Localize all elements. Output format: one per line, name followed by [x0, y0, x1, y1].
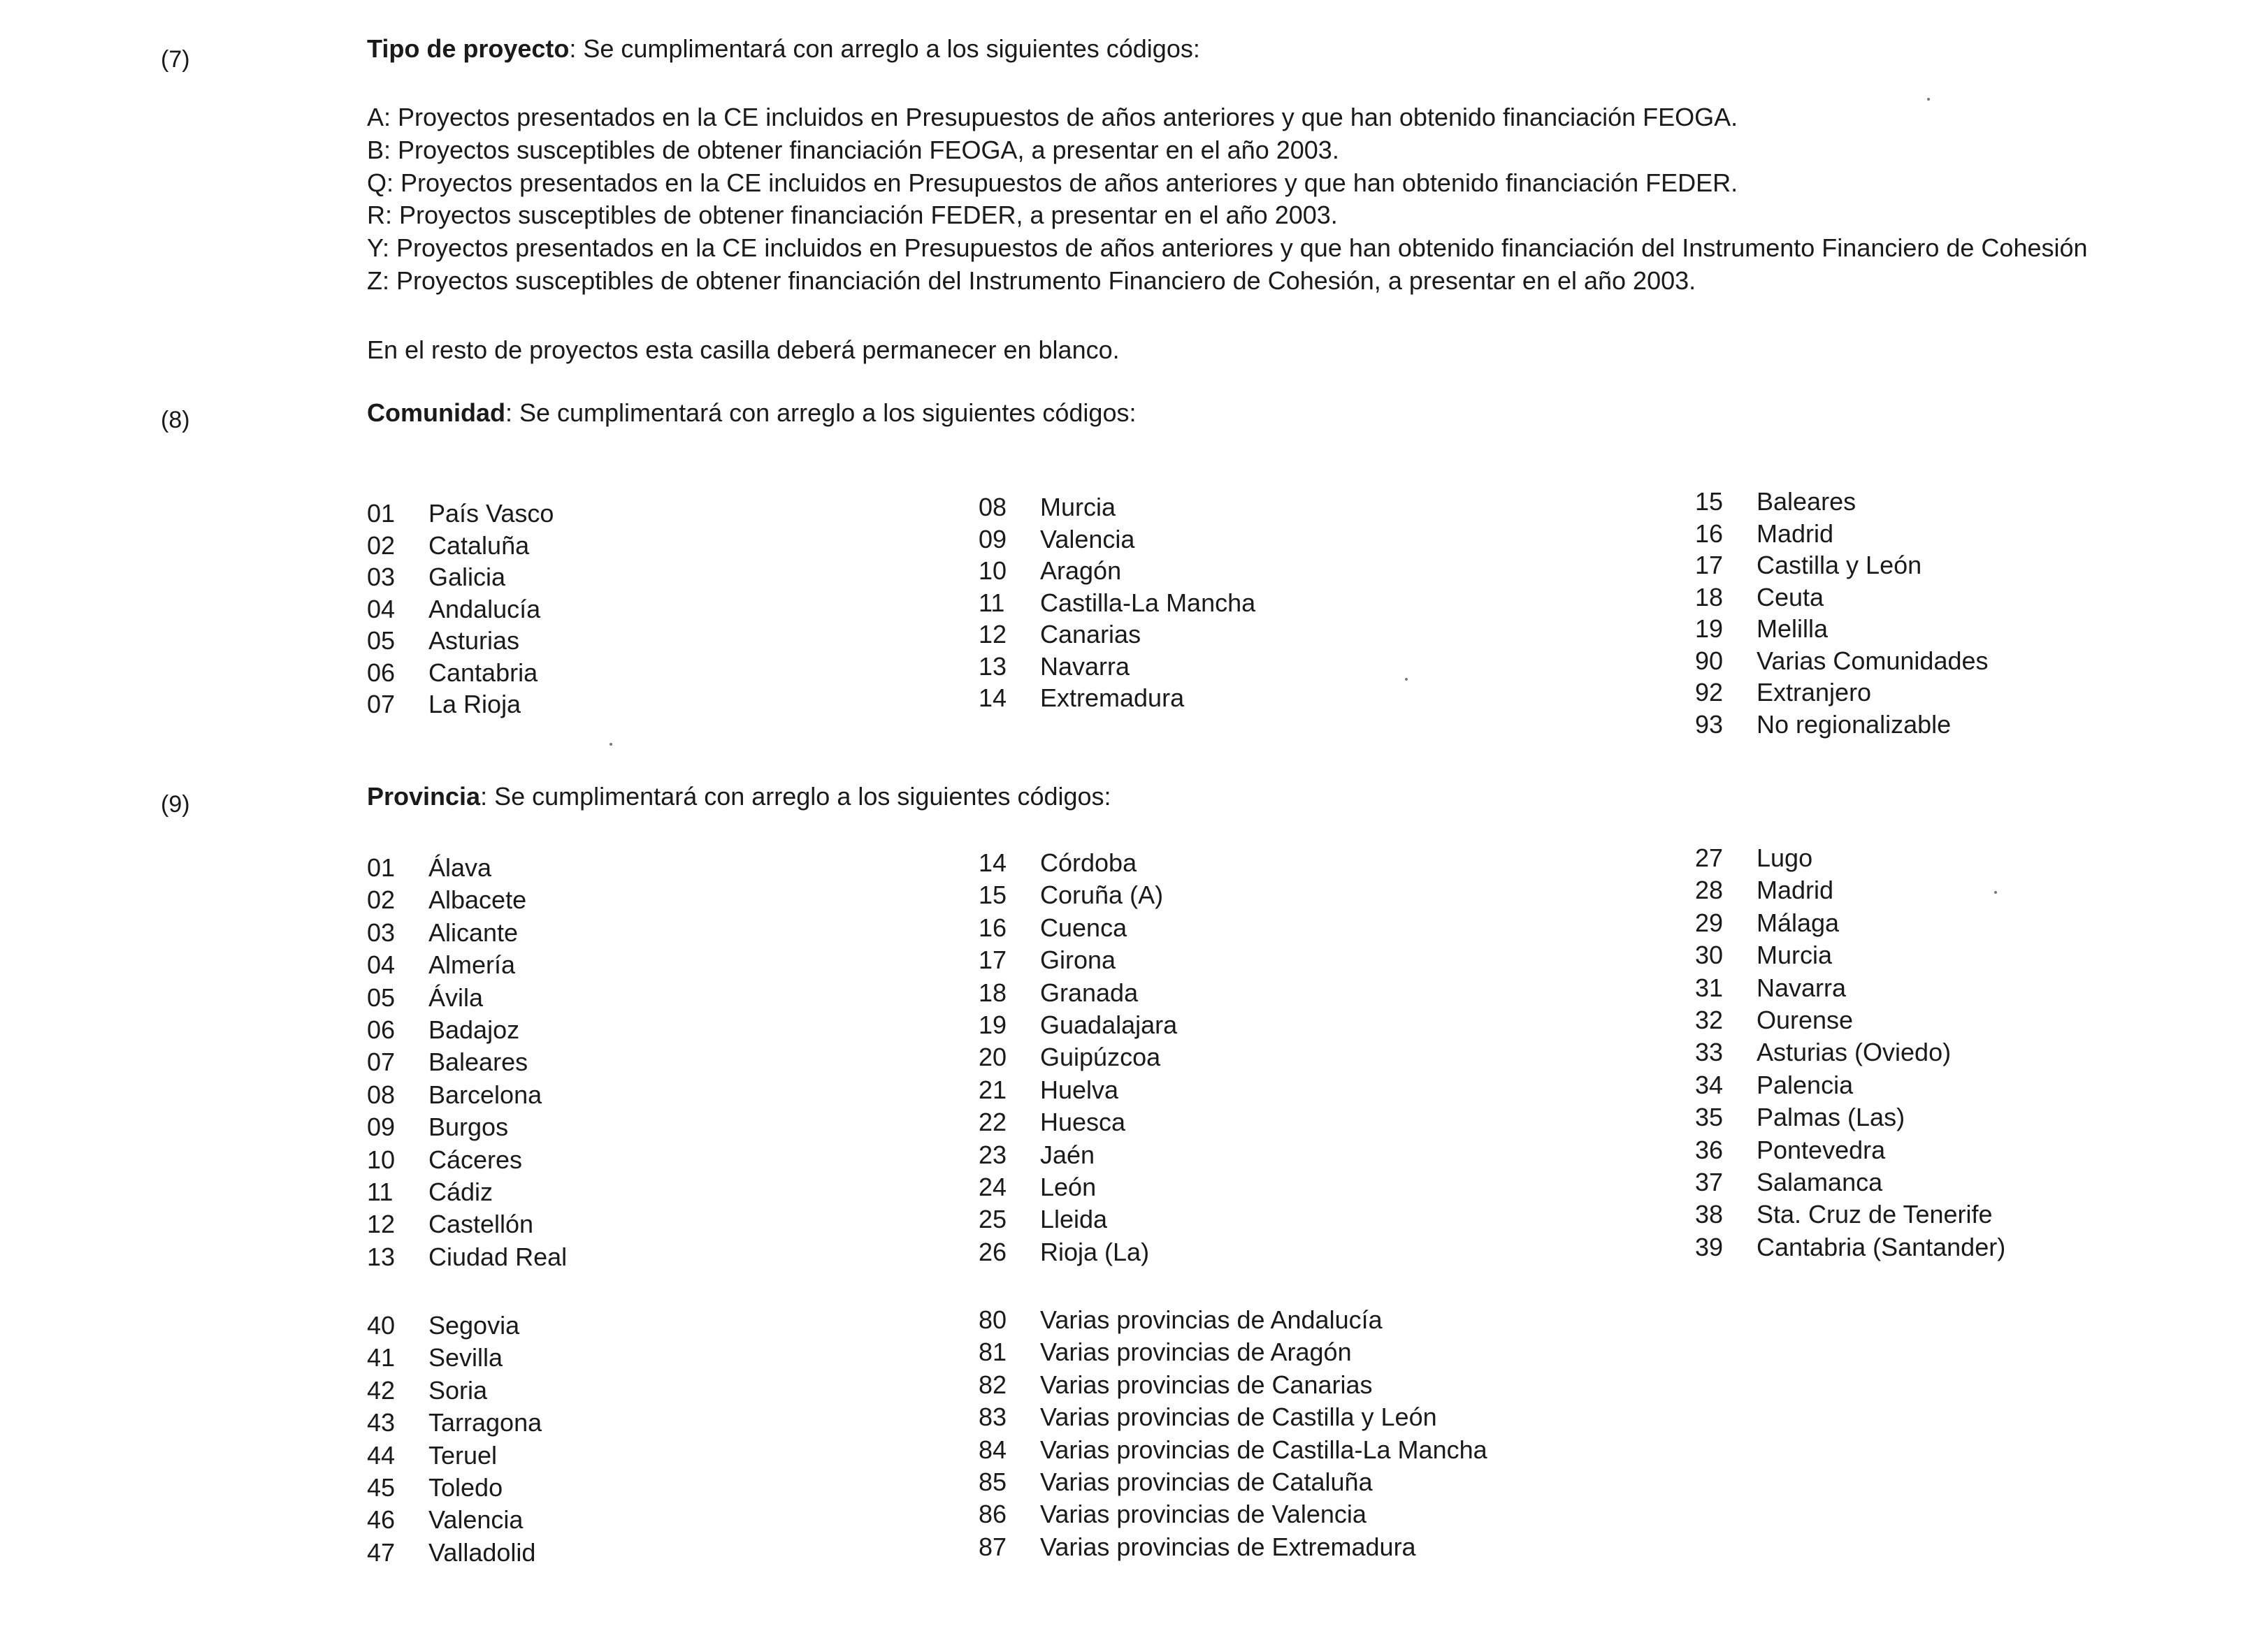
section-9-number: (9): [161, 791, 190, 818]
code-label: Salamanca: [1757, 1168, 1883, 1196]
code-row: [1695, 553, 1921, 578]
code-row: [979, 1240, 1149, 1265]
code-row: [979, 1140, 1095, 1169]
code-number: 47: [367, 1538, 396, 1567]
code-number: 87: [979, 1533, 1007, 1561]
code-row: [1695, 521, 1833, 546]
code-label: Navarra: [1040, 652, 1130, 681]
code-row: [979, 654, 1130, 679]
code-row: [1695, 878, 1833, 903]
code-label: Castilla y León: [1757, 551, 1922, 579]
code-number: 31: [1695, 973, 1724, 1002]
code-label: Madrid: [1757, 876, 1834, 904]
code-row: [979, 1405, 1437, 1430]
code-number: 12: [979, 620, 1007, 649]
code-row: [367, 565, 505, 590]
code-number: 20: [979, 1043, 1007, 1071]
code-label: Canarias: [1040, 620, 1141, 649]
section-8-title: Comunidad: [367, 398, 505, 427]
code-row: [979, 590, 1255, 616]
code-row: [367, 1378, 487, 1403]
code-label: Lleida: [1040, 1205, 1108, 1233]
code-row: [1695, 1235, 2005, 1260]
code-label: Varias provincias de Aragón: [1040, 1338, 1352, 1366]
code-label: No regionalizable: [1757, 710, 1952, 739]
code-label: Sta. Cruz de Tenerife: [1757, 1200, 1993, 1229]
code-row: [979, 622, 1141, 647]
section-7-note: En el resto de proyectos esta casilla deberá permanecer en blanco.: [367, 335, 1120, 364]
code-row: [367, 1180, 493, 1205]
code-label: Asturias: [428, 626, 520, 655]
code-row: [979, 1535, 1416, 1560]
code-number: 25: [979, 1205, 1007, 1233]
code-row: [1695, 843, 1813, 872]
code-label: Huelva: [1040, 1075, 1119, 1104]
code-label: Rioja (La): [1040, 1238, 1150, 1266]
code-label: Baleares: [1757, 487, 1856, 516]
code-label: Girona: [1040, 945, 1116, 974]
code-number: 34: [1695, 1071, 1724, 1099]
code-number: 11: [367, 1178, 394, 1206]
code-number: 39: [1695, 1233, 1724, 1261]
code-label: Cantabria (Santander): [1757, 1233, 2006, 1261]
code-row: [1695, 712, 1951, 737]
code-number: 92: [1695, 678, 1724, 707]
code-row: [367, 1443, 497, 1468]
code-label: Jaén: [1040, 1140, 1095, 1169]
code-number: 09: [979, 525, 1007, 553]
code-number: 14: [979, 848, 1007, 877]
code-row: [979, 850, 1137, 876]
code-label: Cáceres: [428, 1145, 523, 1174]
code-row: [979, 1207, 1107, 1232]
code-label: Madrid: [1757, 519, 1834, 548]
code-row: [979, 1075, 1119, 1104]
code-row: [367, 1050, 528, 1075]
code-label: Pontevedra: [1757, 1136, 1886, 1164]
code-label: Cádiz: [428, 1178, 493, 1206]
code-row: [367, 985, 483, 1010]
code-row: [1695, 616, 1828, 642]
section-7-title: Tipo de proyecto: [367, 34, 570, 63]
code-number: 41: [367, 1343, 396, 1372]
code-row: [979, 558, 1121, 584]
code-row: [367, 1212, 533, 1237]
code-row: [367, 1475, 503, 1500]
code-number: 23: [979, 1140, 1007, 1169]
code-row: [367, 1147, 522, 1173]
code-number: 07: [367, 690, 396, 718]
section-7-heading: [367, 36, 1200, 61]
code-number: 07: [367, 1048, 396, 1076]
code-number: 26: [979, 1238, 1007, 1266]
code-label: Alicante: [428, 918, 519, 947]
code-number: 02: [367, 885, 396, 914]
code-number: 90: [1695, 646, 1724, 675]
code-row: [1695, 1105, 1905, 1130]
code-label: Soria: [428, 1376, 488, 1405]
code-row: [367, 920, 518, 945]
section-9-title: Provincia: [367, 782, 481, 811]
code-row: [1695, 1202, 1993, 1227]
code-label: Valencia: [428, 1505, 524, 1534]
code-number: 22: [979, 1108, 1007, 1136]
code-number: 45: [367, 1473, 396, 1502]
code-label: Ávila: [428, 983, 484, 1012]
code-number: 06: [367, 658, 396, 687]
code-label: Cataluña: [428, 531, 530, 560]
code-number: 86: [979, 1500, 1007, 1528]
code-row: [367, 1115, 508, 1140]
code-row: [979, 1502, 1367, 1527]
code-number: 10: [979, 556, 1007, 585]
code-row: [1695, 943, 1832, 968]
code-label: Extranjero: [1757, 678, 1872, 707]
code-label: La Rioja: [428, 690, 521, 718]
code-row: [1695, 1073, 1853, 1098]
code-row: [367, 1242, 568, 1271]
code-label: Cuenca: [1040, 913, 1127, 942]
code-row: [1695, 1170, 1882, 1195]
code-row: [979, 1010, 1178, 1039]
code-row: [1695, 585, 1824, 610]
code-label: Andalucía: [428, 595, 541, 623]
code-number: 05: [367, 626, 396, 655]
code-row: [979, 1110, 1125, 1135]
code-number: 85: [979, 1468, 1007, 1496]
code-label: Lugo: [1757, 843, 1813, 872]
code-number: 17: [1695, 551, 1724, 579]
code-row: [367, 952, 515, 978]
code-label: Varias provincias de Cataluña: [1040, 1468, 1373, 1496]
code-number: 08: [367, 1080, 396, 1109]
code-number: 03: [367, 918, 396, 947]
code-number: 13: [367, 1242, 396, 1271]
code-number: 32: [1695, 1006, 1724, 1034]
code-row: [367, 692, 521, 717]
code-label: Varias provincias de Castilla y León: [1040, 1403, 1437, 1431]
section-9-heading: [367, 784, 1111, 809]
code-number: 93: [1695, 710, 1724, 739]
project-type-line: Z: Proyectos susceptibles de obtener financiación del Instrumento Financiero de Cohesión, a presentar en el año 2003.: [367, 266, 1696, 295]
code-number: 21: [979, 1075, 1007, 1104]
project-type-line: Y: Proyectos presentados en la CE incluidos en Presupuestos de años anteriores y que han obtenido financiación del Instrumento Financiero de Cohesión: [367, 233, 2088, 262]
code-row: [979, 980, 1138, 1006]
code-number: 18: [1695, 583, 1724, 611]
code-label: Castellón: [428, 1210, 534, 1238]
scan-speck: [610, 743, 612, 746]
scan-speck: [1994, 891, 1997, 894]
code-number: 12: [367, 1210, 396, 1238]
code-label: Teruel: [428, 1441, 498, 1470]
code-row: [979, 1372, 1373, 1398]
code-label: Cantabria: [428, 658, 538, 687]
code-label: Extremadura: [1040, 683, 1185, 712]
code-label: Burgos: [428, 1113, 509, 1141]
code-row: [979, 915, 1127, 941]
code-row: [979, 945, 1116, 974]
code-number: 33: [1695, 1038, 1724, 1066]
code-row: [367, 1017, 519, 1043]
code-number: 09: [367, 1113, 396, 1141]
code-row: [979, 527, 1134, 552]
code-label: País Vasco: [428, 499, 554, 528]
code-label: Almería: [428, 950, 516, 979]
code-row: [979, 883, 1163, 908]
code-number: 83: [979, 1403, 1007, 1431]
project-type-line: B: Proyectos susceptibles de obtener financiación FEOGA, a presentar en el año 2003.: [367, 136, 1339, 164]
code-number: 06: [367, 1015, 396, 1044]
code-number: 17: [979, 945, 1007, 974]
code-label: Granada: [1040, 978, 1139, 1007]
code-row: [1695, 1040, 1951, 1065]
code-label: Badajoz: [428, 1015, 520, 1044]
code-number: 35: [1695, 1103, 1724, 1131]
code-row: [1695, 1138, 1885, 1163]
code-number: 19: [979, 1010, 1007, 1039]
code-number: 28: [1695, 876, 1724, 904]
scan-speck: [1405, 678, 1408, 681]
scan-speck: [1927, 98, 1930, 101]
code-number: 80: [979, 1305, 1007, 1334]
code-number: 42: [367, 1376, 396, 1405]
code-row: [1695, 908, 1840, 937]
code-label: Barcelona: [428, 1080, 542, 1109]
code-label: Ceuta: [1757, 583, 1824, 611]
code-number: 19: [1695, 614, 1724, 643]
code-label: Varias provincias de Castilla-La Mancha: [1040, 1435, 1487, 1464]
section-8-heading: [367, 400, 1136, 426]
section-9-intro: : Se cumplimentará con arreglo a los siguientes códigos:: [480, 782, 1111, 811]
code-label: Aragón: [1040, 556, 1122, 585]
code-number: 24: [979, 1173, 1007, 1201]
code-label: Baleares: [428, 1048, 528, 1076]
code-row: [1695, 646, 1989, 675]
code-label: Tarragona: [428, 1408, 542, 1437]
code-row: [979, 1175, 1096, 1200]
code-label: Navarra: [1757, 973, 1847, 1002]
code-number: 15: [1695, 487, 1724, 516]
code-label: Asturias (Oviedo): [1757, 1038, 1952, 1066]
code-label: Guipúzcoa: [1040, 1043, 1161, 1071]
code-label: Málaga: [1757, 908, 1840, 937]
code-number: 03: [367, 563, 396, 591]
code-row: [367, 533, 529, 558]
code-row: [367, 1540, 535, 1565]
code-number: 46: [367, 1505, 396, 1534]
code-row: [367, 501, 554, 526]
code-row: [367, 887, 526, 913]
code-row: [1695, 973, 1847, 1002]
code-label: Segovia: [428, 1311, 520, 1340]
code-label: Sevilla: [428, 1343, 503, 1372]
section-7-intro: : Se cumplimentará con arreglo a los siguientes códigos:: [569, 34, 1200, 63]
code-label: Palencia: [1757, 1071, 1854, 1099]
code-label: Castilla-La Mancha: [1040, 588, 1256, 617]
code-label: Huesca: [1040, 1108, 1126, 1136]
code-label: Murcia: [1040, 493, 1116, 521]
code-number: 01: [367, 853, 396, 882]
code-row: [979, 1340, 1352, 1365]
section-8-number: (8): [161, 407, 190, 433]
code-number: 82: [979, 1370, 1007, 1399]
code-label: Murcia: [1757, 941, 1833, 969]
code-number: 84: [979, 1435, 1007, 1464]
code-row: [1695, 680, 1871, 705]
code-label: Galicia: [428, 563, 506, 591]
code-number: 29: [1695, 908, 1724, 937]
code-number: 36: [1695, 1136, 1724, 1164]
code-number: 05: [367, 983, 396, 1012]
code-label: Varias Comunidades: [1757, 646, 1989, 675]
code-number: 16: [1695, 519, 1724, 548]
code-row: [979, 1045, 1160, 1070]
code-label: Varias provincias de Canarias: [1040, 1370, 1373, 1399]
code-row: [1695, 489, 1856, 514]
code-number: 15: [979, 881, 1007, 909]
code-label: Melilla: [1757, 614, 1829, 643]
code-row: [979, 495, 1116, 520]
code-row: [979, 683, 1185, 712]
code-row: [367, 1082, 542, 1108]
code-label: León: [1040, 1173, 1097, 1201]
code-number: 01: [367, 499, 396, 528]
code-label: Ciudad Real: [428, 1242, 568, 1271]
code-number: 81: [979, 1338, 1007, 1366]
code-number: 08: [979, 493, 1007, 521]
code-label: Álava: [428, 853, 492, 882]
code-row: [367, 628, 519, 653]
code-label: Valladolid: [428, 1538, 536, 1567]
code-number: 43: [367, 1408, 396, 1437]
code-number: 04: [367, 595, 396, 623]
code-row: [979, 1307, 1383, 1333]
code-label: Córdoba: [1040, 848, 1137, 877]
code-row: [979, 1437, 1487, 1463]
code-number: 18: [979, 978, 1007, 1007]
code-number: 30: [1695, 941, 1724, 969]
code-row: [367, 1313, 519, 1338]
code-label: Varias provincias de Extremadura: [1040, 1533, 1416, 1561]
code-number: 10: [367, 1145, 396, 1174]
code-number: 40: [367, 1311, 396, 1340]
code-label: Guadalajara: [1040, 1010, 1178, 1039]
code-number: 14: [979, 683, 1007, 712]
code-number: 37: [1695, 1168, 1724, 1196]
code-number: 04: [367, 950, 396, 979]
code-label: Albacete: [428, 885, 527, 914]
code-row: [367, 660, 538, 686]
code-label: Valencia: [1040, 525, 1135, 553]
section-7-number: (7): [161, 46, 190, 73]
code-row: [367, 1345, 503, 1370]
code-number: 11: [979, 588, 1005, 617]
code-row: [367, 1507, 523, 1533]
code-label: Toledo: [428, 1473, 503, 1502]
code-number: 16: [979, 913, 1007, 942]
code-label: Ourense: [1757, 1006, 1854, 1034]
project-type-line: R: Proyectos susceptibles de obtener financiación FEDER, a presentar en el año 2003.: [367, 201, 1338, 229]
code-label: Palmas (Las): [1757, 1103, 1905, 1131]
code-row: [367, 597, 540, 622]
code-number: 02: [367, 531, 396, 560]
project-type-line: A: Proyectos presentados en la CE incluidos en Presupuestos de años anteriores y que han obtenido financiación FEOGA.: [367, 103, 1738, 131]
code-row: [979, 1470, 1373, 1495]
project-type-line: Q: Proyectos presentados en la CE incluidos en Presupuestos de años anteriores y que han obtenido financiación FEDER.: [367, 168, 1738, 197]
code-number: 13: [979, 652, 1007, 681]
code-label: Varias provincias de Valencia: [1040, 1500, 1367, 1528]
section-8-intro: : Se cumplimentará con arreglo a los siguientes códigos:: [505, 398, 1137, 427]
code-row: [367, 855, 491, 881]
code-row: [367, 1410, 542, 1435]
code-number: 27: [1695, 843, 1724, 872]
code-number: 44: [367, 1441, 396, 1470]
code-row: [1695, 1008, 1853, 1033]
code-label: Varias provincias de Andalucía: [1040, 1305, 1383, 1334]
code-label: Coruña (A): [1040, 881, 1164, 909]
code-number: 38: [1695, 1200, 1724, 1229]
